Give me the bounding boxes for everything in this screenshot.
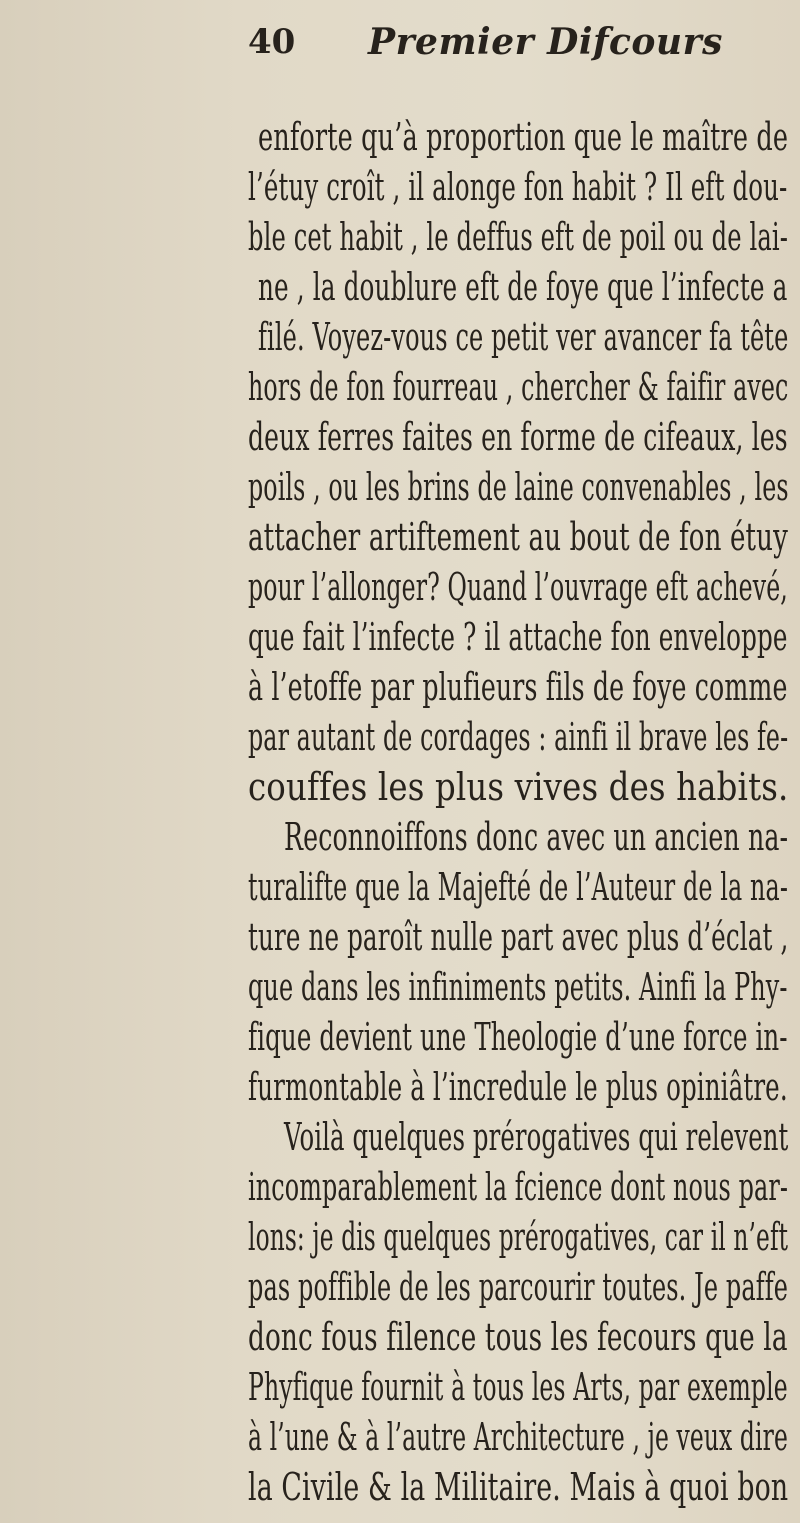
text-line: deux ferres faites en forme de cifeaux, les <box>248 415 788 459</box>
text-line: attacher artiftement au bout de fon étuy <box>248 515 788 559</box>
text-line: Phyfique fournit à tous les Arts, par exemple <box>248 1365 788 1409</box>
page-number: 40 <box>248 22 296 62</box>
text-line: Voilà quelques prérogatives qui relevent <box>284 1115 789 1159</box>
text-line: fique devient une Theologie d’une force in- <box>248 1015 788 1059</box>
text-line: lons: je dis quelques prérogatives, car il n’eft <box>248 1215 789 1259</box>
text-line: poils , ou les brins de laine convenables , les <box>248 465 789 509</box>
running-title: Premier Difcours <box>368 21 723 63</box>
text-line: que fait l’infecte ? il attache fon enveloppe <box>248 615 788 659</box>
text-line: ne , la doublure eft de foye que l’infecte a <box>258 265 788 309</box>
text-line: turalifte que la Majefté de l’Auteur de la na- <box>248 865 788 909</box>
page-header <box>248 14 760 70</box>
text-line: à l’etoffe par plufieurs fils de foye comme <box>248 665 788 709</box>
text-line: couffes les plus vives des habits. <box>248 765 789 809</box>
text-line: donc fous filence tous les fecours que la <box>248 1315 788 1359</box>
text-line: enforte qu’à proportion que le maître de <box>258 115 789 159</box>
text-line: ble cet habit , le deffus eft de poil ou de lai- <box>248 215 789 259</box>
text-line: l’étuy croît , il alonge fon habit ? Il eft dou- <box>248 165 788 209</box>
text-line: hors de fon fourreau , chercher & faifir avec <box>248 365 789 409</box>
text-line: pas poffible de les parcourir toutes. Je paffe <box>248 1265 789 1309</box>
text-line: filé. Voyez-vous ce petit ver avancer fa tête <box>258 315 789 359</box>
text-line: incomparablement la fcience dont nous par- <box>248 1165 789 1209</box>
text-line: la Civile & la Militaire. Mais à quoi bon <box>248 1465 789 1509</box>
text-line: ture ne paroît nulle part avec plus d’éclat , <box>248 915 789 959</box>
text-line: par autant de cordages : ainfi il brave les fe- <box>248 715 789 759</box>
text-line: pour l’allonger? Quand l’ouvrage eft achevé, <box>248 565 788 609</box>
text-line: Reconnoiffons donc avec un ancien na- <box>284 815 789 859</box>
text-line: que dans les infiniments petits. Ainfi la Phy- <box>248 965 788 1009</box>
text-line: furmontable à l’incredule le plus opiniâtre. <box>248 1065 788 1109</box>
text-line: à l’une & à l’autre Architecture , je veux dire <box>248 1415 788 1459</box>
